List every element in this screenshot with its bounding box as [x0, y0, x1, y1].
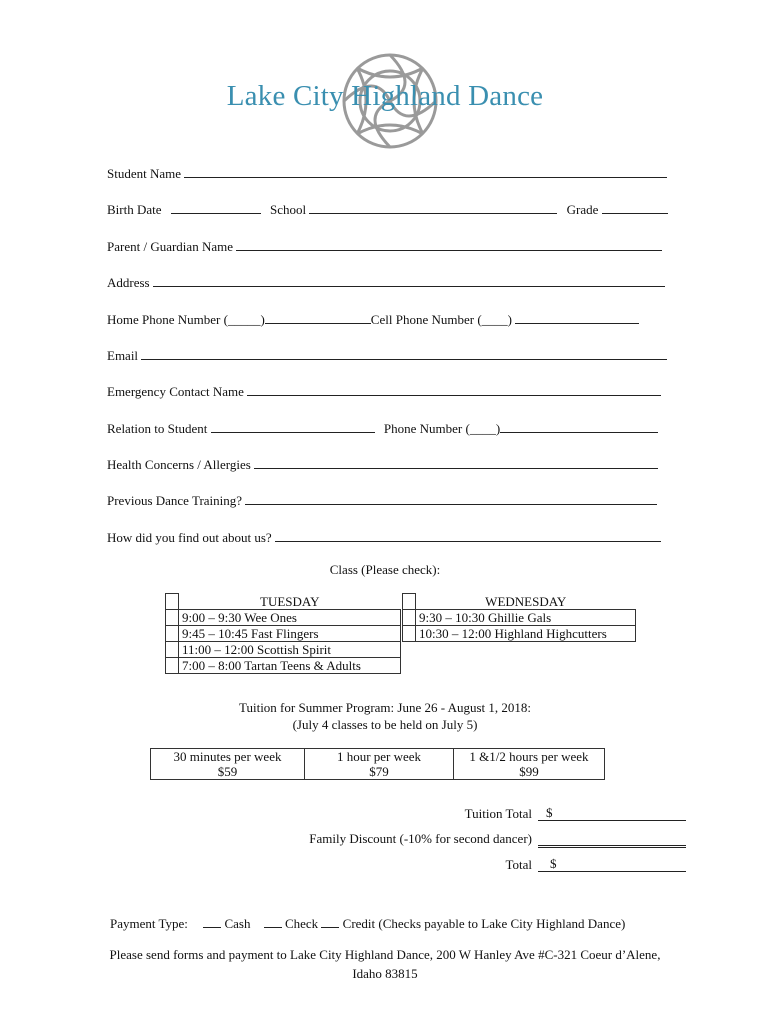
dollar-sign: $ [546, 805, 553, 820]
tuition-duration: 30 minutes per week [173, 749, 282, 764]
tuesday-table [165, 593, 401, 674]
tuition-duration: 1 &1/2 hours per week [469, 749, 589, 764]
checkbox[interactable] [166, 626, 179, 642]
parent-field[interactable] [107, 239, 662, 255]
wednesday-title: WEDNESDAY [485, 593, 567, 609]
class-item: 9:00 – 9:30 Wee Ones [179, 610, 401, 626]
class-heading: Class (Please check): [329, 562, 441, 577]
student-name-field[interactable] [107, 166, 667, 182]
health-input[interactable] [254, 457, 658, 469]
tuition-duration: 1 hour per week [336, 749, 422, 764]
tuesday-title: TUESDAY [260, 593, 320, 609]
tuition-price: $59 [217, 764, 238, 779]
phone-number-input[interactable] [500, 421, 658, 433]
address-label: Address [107, 275, 150, 290]
class-item: 7:00 – 8:00 Tartan Teens & Adults [179, 658, 401, 674]
cash-label: Cash [224, 916, 251, 931]
tuition-total-label: Tuition Total [464, 806, 532, 821]
home-phone-label: Home Phone Number [107, 312, 221, 327]
discount-label: Family Discount (-10% for second dancer) [309, 831, 532, 846]
checkbox[interactable] [166, 642, 179, 658]
wednesday-table [402, 593, 636, 642]
payment-row [110, 916, 625, 932]
school-label: School [270, 202, 307, 217]
birth-date-row [107, 202, 668, 218]
health-label: Health Concerns / Allergies [107, 457, 251, 472]
checkbox[interactable] [403, 610, 416, 626]
total-input[interactable] [538, 856, 686, 872]
cash-checkbox[interactable] [203, 916, 221, 928]
class-item: 10:30 – 12:00 Highland Highcutters [416, 626, 636, 642]
checkbox[interactable] [403, 626, 416, 642]
tuition-line-1: Tuition for Summer Program: June 26 - August 1, 2018: [238, 700, 532, 715]
cell-phone-input[interactable] [515, 312, 639, 324]
total-label: Total [505, 857, 532, 872]
cell-phone-area[interactable]: (____) [477, 312, 512, 327]
credit-label: Credit (Checks payable to Lake City Highland Dance) [342, 916, 626, 931]
checkbox[interactable] [166, 658, 179, 674]
header [0, 40, 770, 150]
tuition-price: $99 [519, 764, 539, 779]
check-checkbox[interactable] [264, 916, 282, 928]
home-phone-area[interactable]: (_____) [223, 312, 265, 327]
phone-number-area[interactable]: (____) [465, 421, 501, 436]
relation-input[interactable] [211, 421, 375, 433]
tuition-table [150, 748, 605, 780]
emergency-input[interactable] [247, 384, 661, 396]
school-input[interactable] [309, 202, 557, 214]
find-us-label: How did you find out about us? [107, 530, 272, 545]
emergency-field[interactable] [107, 384, 661, 400]
student-name-label: Student Name [107, 166, 182, 181]
tuition-line-2: (July 4 classes to be held on July 5) [292, 717, 478, 732]
parent-input[interactable] [236, 239, 662, 251]
tuition-total-input[interactable] [538, 805, 686, 821]
email-input[interactable] [141, 348, 667, 360]
footer-address-line-1: Please send forms and payment to Lake City Highland Dance, 200 W Hanley Ave #C-321 Coeur d’Alene, [109, 947, 661, 962]
tuition-option [454, 749, 605, 780]
emergency-label: Emergency Contact Name [107, 384, 244, 399]
dollar-sign: $ [550, 856, 557, 871]
class-item: 9:30 – 10:30 Ghillie Gals [416, 610, 636, 626]
credit-checkbox[interactable] [321, 916, 339, 928]
phone-row [107, 312, 639, 328]
email-label: Email [107, 348, 139, 363]
relation-row [107, 421, 658, 437]
footer-address-line-2: Idaho 83815 [352, 966, 418, 981]
find-us-field[interactable] [107, 530, 661, 546]
birth-date-label: Birth Date [107, 202, 162, 217]
tuition-option [305, 749, 454, 780]
previous-training-input[interactable] [245, 493, 657, 505]
find-us-input[interactable] [275, 530, 661, 542]
email-field[interactable] [107, 348, 667, 364]
parent-label: Parent / Guardian Name [107, 239, 233, 254]
address-field[interactable] [107, 275, 665, 291]
page-title: Lake City Highland Dance [226, 80, 544, 112]
address-input[interactable] [153, 275, 665, 287]
discount-input[interactable] [538, 830, 686, 848]
payment-label: Payment Type: [110, 916, 188, 931]
home-phone-input[interactable] [265, 312, 371, 324]
previous-training-field[interactable] [107, 493, 657, 509]
birth-date-input[interactable] [171, 202, 261, 214]
grade-label: Grade [566, 202, 599, 217]
class-item: 9:45 – 10:45 Fast Flingers [179, 626, 401, 642]
cell-phone-label: Cell Phone Number [370, 312, 475, 327]
tuition-price: $79 [369, 764, 389, 779]
phone-number-label: Phone Number [383, 421, 463, 436]
checkbox[interactable] [166, 610, 179, 626]
check-label: Check [284, 916, 319, 931]
grade-input[interactable] [602, 202, 668, 214]
previous-training-label: Previous Dance Training? [107, 493, 243, 508]
health-field[interactable] [107, 457, 658, 473]
student-name-input[interactable] [184, 166, 667, 178]
tuition-option [151, 749, 305, 780]
relation-label: Relation to Student [107, 421, 208, 436]
class-item: 11:00 – 12:00 Scottish Spirit [179, 642, 401, 658]
